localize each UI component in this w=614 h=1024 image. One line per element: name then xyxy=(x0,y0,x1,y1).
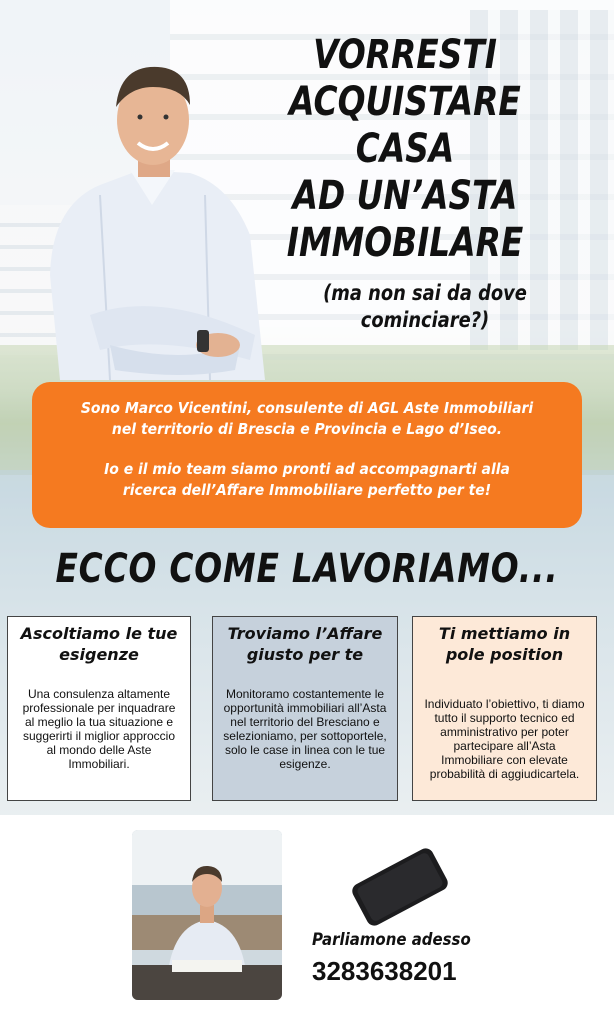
hero-headline xyxy=(241,32,569,267)
card-body: Individuato l’obiettivo, ti diamo tutto il supporto tecnico ed amministrativo per poter partecipare all’Asta Immobiliare con elevate probabilità di aggiudicartela. xyxy=(424,697,585,781)
office-photo xyxy=(132,830,282,1000)
card-title-line: Ti mettiamo in xyxy=(438,624,571,643)
consultant-photo xyxy=(40,45,270,380)
cta-label: Parliamone adesso xyxy=(312,930,471,950)
subheadline-line: cominciare?) xyxy=(360,308,490,332)
card-title xyxy=(423,623,586,665)
intro-text xyxy=(60,459,555,501)
section-title: ECCO COME LAVORIAMO... xyxy=(55,546,559,592)
headline-line: VORRESTI xyxy=(313,32,497,78)
intro-text xyxy=(60,398,555,440)
subheadline-line: (ma non sai da dove xyxy=(323,281,527,305)
intro-line: Io e il mio team siamo pronti ad accompagnarti alla xyxy=(104,460,510,478)
phone-number[interactable]: 3283638201 xyxy=(312,956,457,986)
card-title xyxy=(18,623,180,665)
card-title-line: pole position xyxy=(445,645,564,664)
smartphone-icon xyxy=(345,842,455,932)
card-title-line: giusto per te xyxy=(246,645,364,664)
contact-section xyxy=(0,815,614,1024)
intro-line: Sono Marco Vicentini, consulente di AGL Aste Immobiliari xyxy=(80,399,534,417)
service-card xyxy=(7,616,191,801)
headline-line: AD UN’ASTA xyxy=(292,173,518,219)
headline-line: IMMOBILARE xyxy=(286,220,524,266)
service-card xyxy=(412,616,597,801)
intro-line: nel territorio di Brescia e Provincia e Lago d’Iseo. xyxy=(111,420,503,438)
intro-box xyxy=(32,382,582,528)
card-title xyxy=(223,623,387,665)
card-body: Una consulenza altamente professionale per inquadrare al meglio la tua situazione e suggerirti il miglior approccio al mondo delle Aste Immobiliari. xyxy=(22,687,176,771)
card-title-line: esigenze xyxy=(59,645,139,664)
card-body: Monitoramo costantemente le opportunità immobiliari all’Asta nel territorio del Bresciano e selezioniamo, per sottoportele, solo le case in linea con le tue esigenze. xyxy=(223,687,387,771)
headline-line: ACQUISTARE CASA xyxy=(289,79,521,172)
card-title-line: Ascoltiamo le tue xyxy=(20,624,178,643)
intro-line: ricerca dell’Affare Immobiliare perfetto per te! xyxy=(122,481,492,499)
hero-subheadline xyxy=(298,280,553,334)
card-title-line: Troviamo l’Affare xyxy=(227,624,383,643)
service-card xyxy=(212,616,398,801)
